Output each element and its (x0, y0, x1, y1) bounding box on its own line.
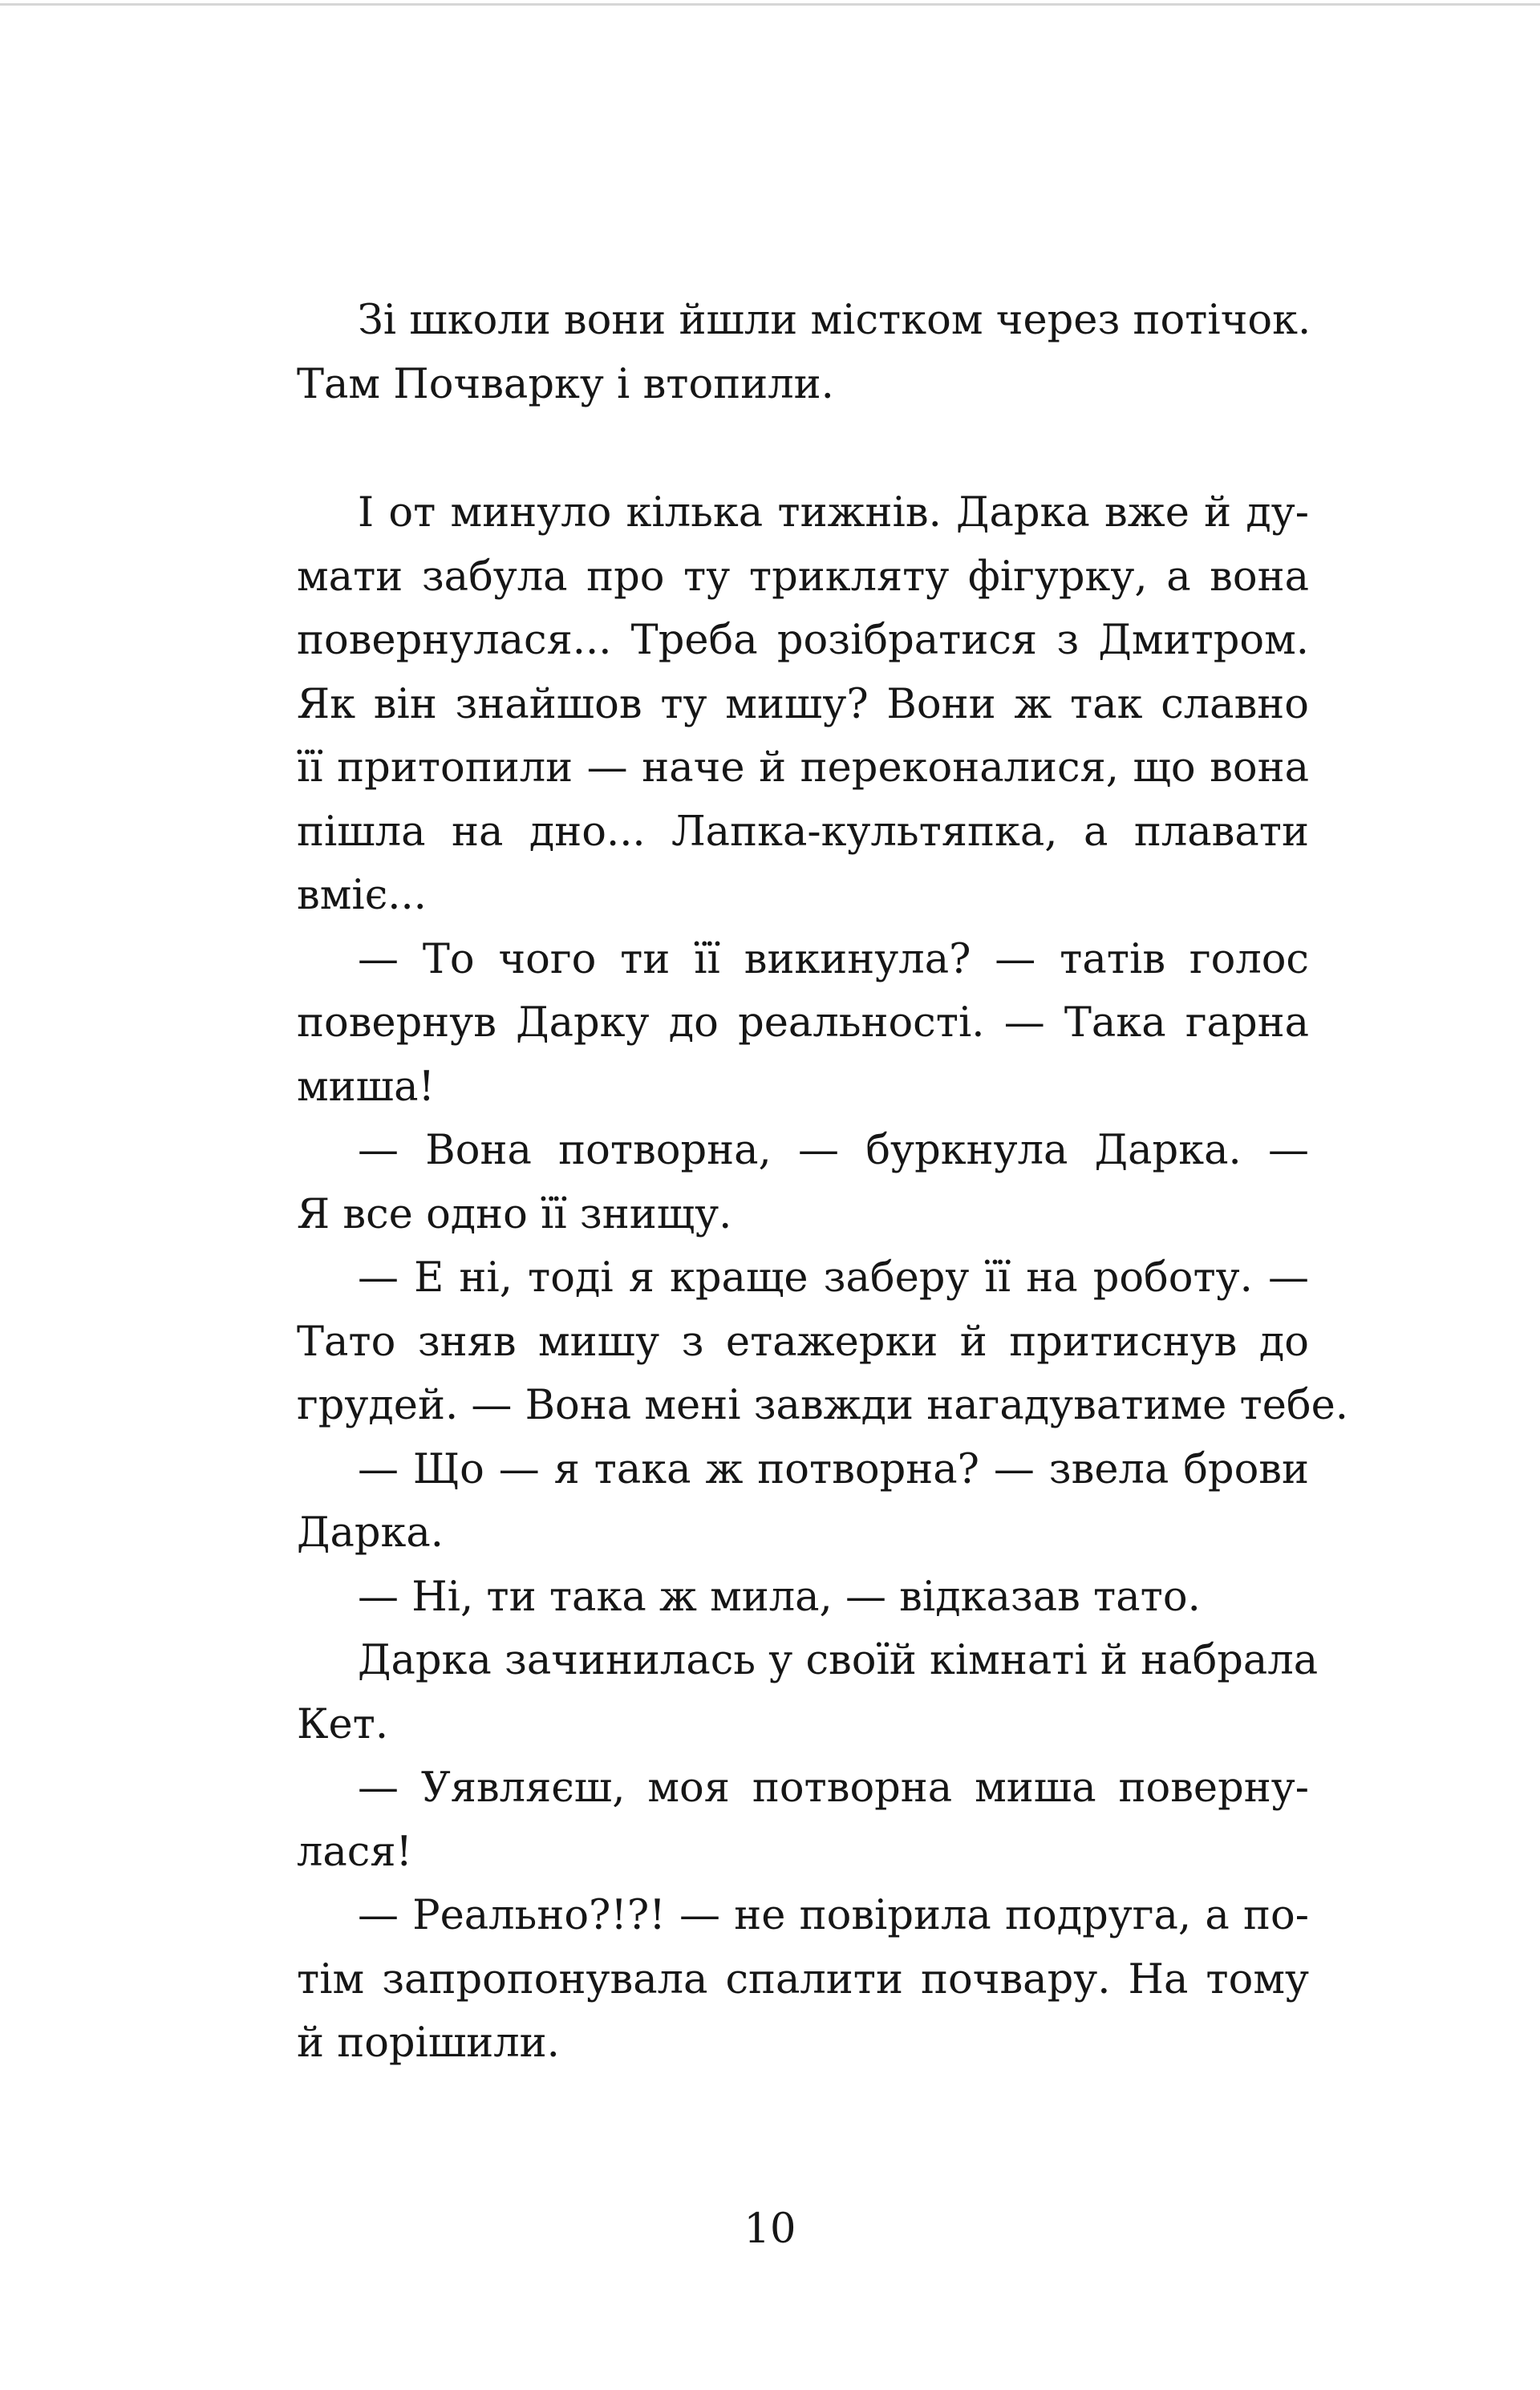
text-line: пішла на дно... Лапка-культяпка, а плавати (297, 808, 1309, 856)
text-line: Зі школи вони йшли містком через потічок. (358, 297, 1311, 344)
text-line: Дарка. (297, 1509, 444, 1557)
text-line: й порішили. (297, 2019, 560, 2067)
text-line: — Е ні, тоді я краще заберу її на роботу. — (358, 1254, 1309, 1302)
text-line: — Уявляєш, моя потворна миша поверну- (358, 1764, 1309, 1812)
paragraph-gap (297, 416, 1309, 481)
text-line: тім запропонувала спалити почвару. На тому (297, 1955, 1309, 2003)
text-line: миша! (297, 1063, 435, 1111)
text-line: І от минуло кілька тижнів. Дарка вже й ду- (358, 489, 1309, 537)
text-line: вміє... (297, 872, 427, 919)
text-line: — Ні, ти така ж мила, — відказав тато. (358, 1573, 1201, 1621)
top-divider (0, 3, 1540, 6)
text-line: мати забула про ту трикляту фігурку, а вона (297, 553, 1309, 601)
page-number: 10 (744, 2206, 796, 2253)
text-line: — То чого ти її викинула? — татів голос (358, 935, 1309, 983)
body-text (297, 289, 1349, 2076)
text-line: грудей. — Вона мені завжди нагадуватиме тебе. (297, 1382, 1349, 1429)
text-line: — Вона потворна, — буркнула Дарка. — (358, 1127, 1309, 1174)
text-line: — Що — я така ж потворна? — звела брови (358, 1445, 1309, 1493)
text-line: Як він знайшов ту мишу? Вони ж так славно (297, 680, 1309, 728)
text-line: — Реально?!?! — не повірила подруга, а по- (358, 1892, 1309, 1939)
text-line: Кет. (297, 1700, 389, 1748)
text-line: Дарка зачинилась у своїй кімнаті й набрала (358, 1637, 1319, 1684)
text-line: повернулася... Треба розібратися з Дмитром. (297, 617, 1309, 664)
text-line: Тато зняв мишу з етажерки й притиснув до (297, 1318, 1309, 1366)
text-line: лася! (297, 1828, 413, 1876)
text-line: Там Почварку і втопили. (297, 360, 834, 408)
text-line: повернув Дарку до реальності. — Така гарна (297, 999, 1309, 1047)
text-line: її притопили — наче й переконалися, що вона (297, 744, 1309, 792)
text-line: Я все одно її знищу. (297, 1190, 732, 1238)
